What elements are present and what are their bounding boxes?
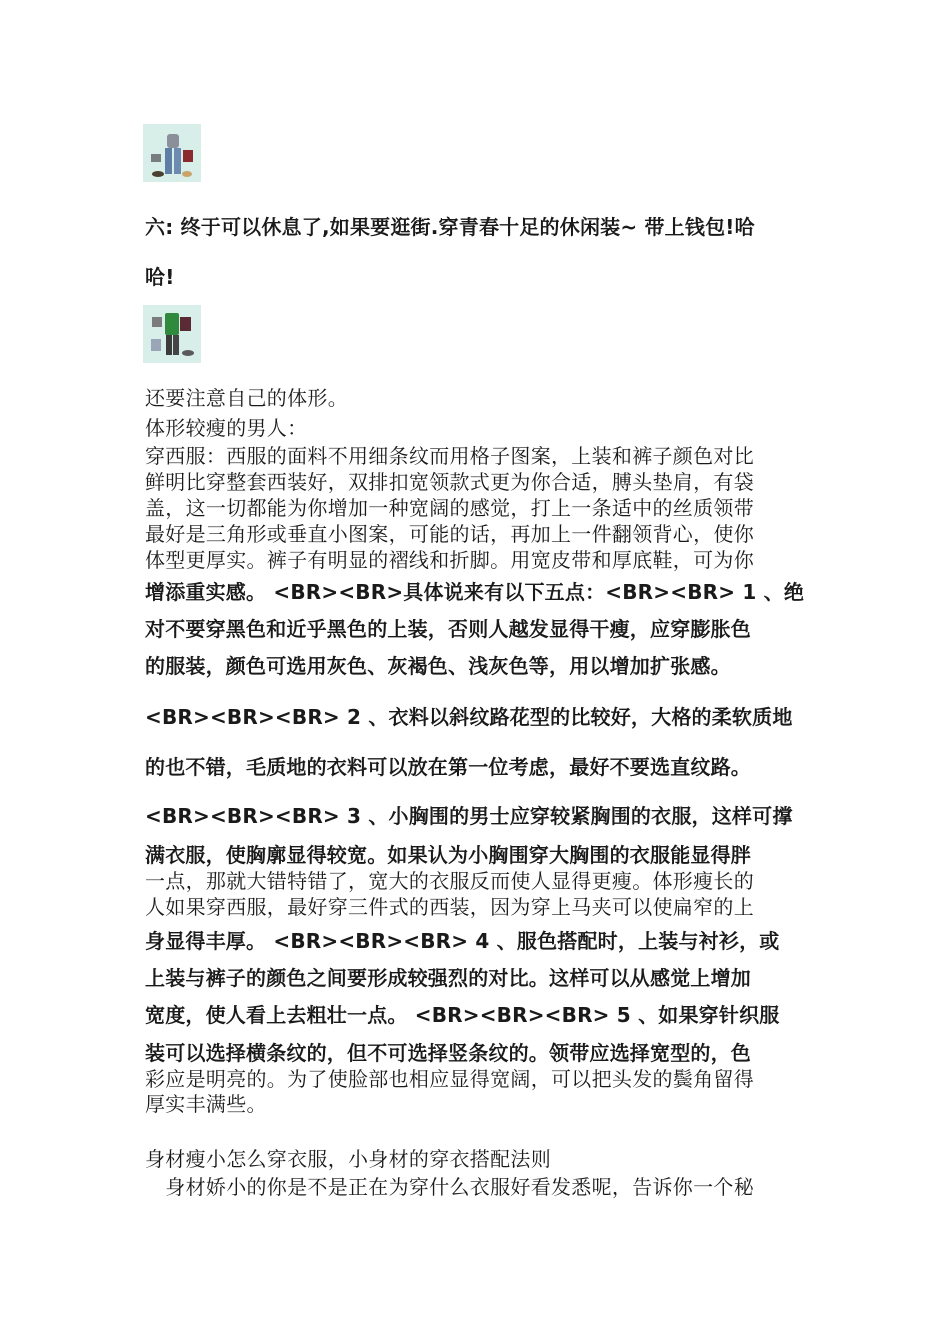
paragraph-line: 盖，这一切都能为你增加一种宽阔的感觉，打上一条适中的丝质领带	[145, 496, 754, 520]
paragraph-line: 的也不错，毛质地的衣料可以放在第一位考虑，最好不要选直纹路。	[145, 755, 751, 779]
paragraph-line: 彩应是明亮的。为了使脸部也相应显得宽阔，可以把头发的鬓角留得	[145, 1067, 754, 1091]
paragraph-line: 一点，那就大错特错了，宽大的衣服反而使人显得更瘦。体形瘦长的	[145, 869, 754, 893]
paragraph-line: 宽度，使人看上去粗壮一点。 <BR><BR><BR> 5 、如果穿针织服	[145, 1003, 780, 1027]
paragraph-line: 上装与裤子的颜色之间要形成较强烈的对比。这样可以从感觉上增加	[145, 966, 751, 990]
paragraph-line: 装可以选择横条纹的，但不可选择竖条纹的。领带应选择宽型的，色	[145, 1041, 751, 1065]
paragraph-line: <BR><BR><BR> 3 、小胸围的男士应穿较紧胸围的衣服，这样可撑	[145, 804, 793, 828]
section-six-line-2: 哈!	[145, 265, 175, 289]
paragraph-line: 体型更厚实。裤子有明显的褶线和折脚。用宽皮带和厚底鞋，可为你	[145, 548, 754, 572]
paragraph-line: 的服装，颜色可选用灰色、灰褐色、浅灰色等，用以增加扩张感。	[145, 654, 731, 678]
paragraph-line: 人如果穿西服，最好穿三件式的西装，因为穿上马夹可以使扁窄的上	[145, 895, 754, 919]
outfit-image-2	[143, 305, 201, 363]
outfit-image-1	[143, 124, 201, 182]
article-heading: 身材瘦小怎么穿衣服，小身材的穿衣搭配法则	[145, 1147, 551, 1171]
paragraph-line: 满衣服，使胸廓显得较宽。如果认为小胸围穿大胸围的衣服能显得胖	[145, 843, 751, 867]
outfit-casual-jeans-photo-icon	[143, 124, 201, 182]
paragraph-line: 最好是三角形或垂直小图案，可能的话，再加上一件翻领背心，使你	[145, 522, 754, 546]
paragraph-line: 身材娇小的你是不是正在为穿什么衣服好看发悉呢，告诉你一个秘	[145, 1175, 754, 1199]
paragraph-line: <BR><BR><BR> 2 、衣料以斜纹路花型的比较好，大格的柔软质地	[145, 705, 793, 729]
paragraph-line: 鲜明比穿整套西装好，双排扣宽领款式更为你合适，膊头垫肩，有袋	[145, 470, 754, 494]
section-six-line-1: 六: 终于可以休息了,如果要逛街.穿青春十足的休闲装~ 带上钱包!哈	[145, 215, 755, 239]
paragraph-line: 体形较瘦的男人：	[145, 416, 308, 440]
paragraph-line: 穿西服：西服的面料不用细条纹而用格子图案，上装和裤子颜色对比	[145, 444, 754, 468]
paragraph-line: 身显得丰厚。 <BR><BR><BR> 4 、服色搭配时，上装与衬衫，或	[145, 929, 780, 953]
paragraph-line: 厚实丰满些。	[145, 1092, 267, 1116]
outfit-casual-green-top-photo-icon	[143, 305, 201, 363]
paragraph-line: 还要注意自己的体形。	[145, 386, 348, 410]
paragraph-line: 增添重实感。 <BR><BR>具体说来有以下五点：<BR><BR> 1 、绝	[145, 580, 805, 604]
paragraph-line: 对不要穿黑色和近乎黑色的上装，否则人越发显得干瘦，应穿膨胀色	[145, 617, 751, 641]
